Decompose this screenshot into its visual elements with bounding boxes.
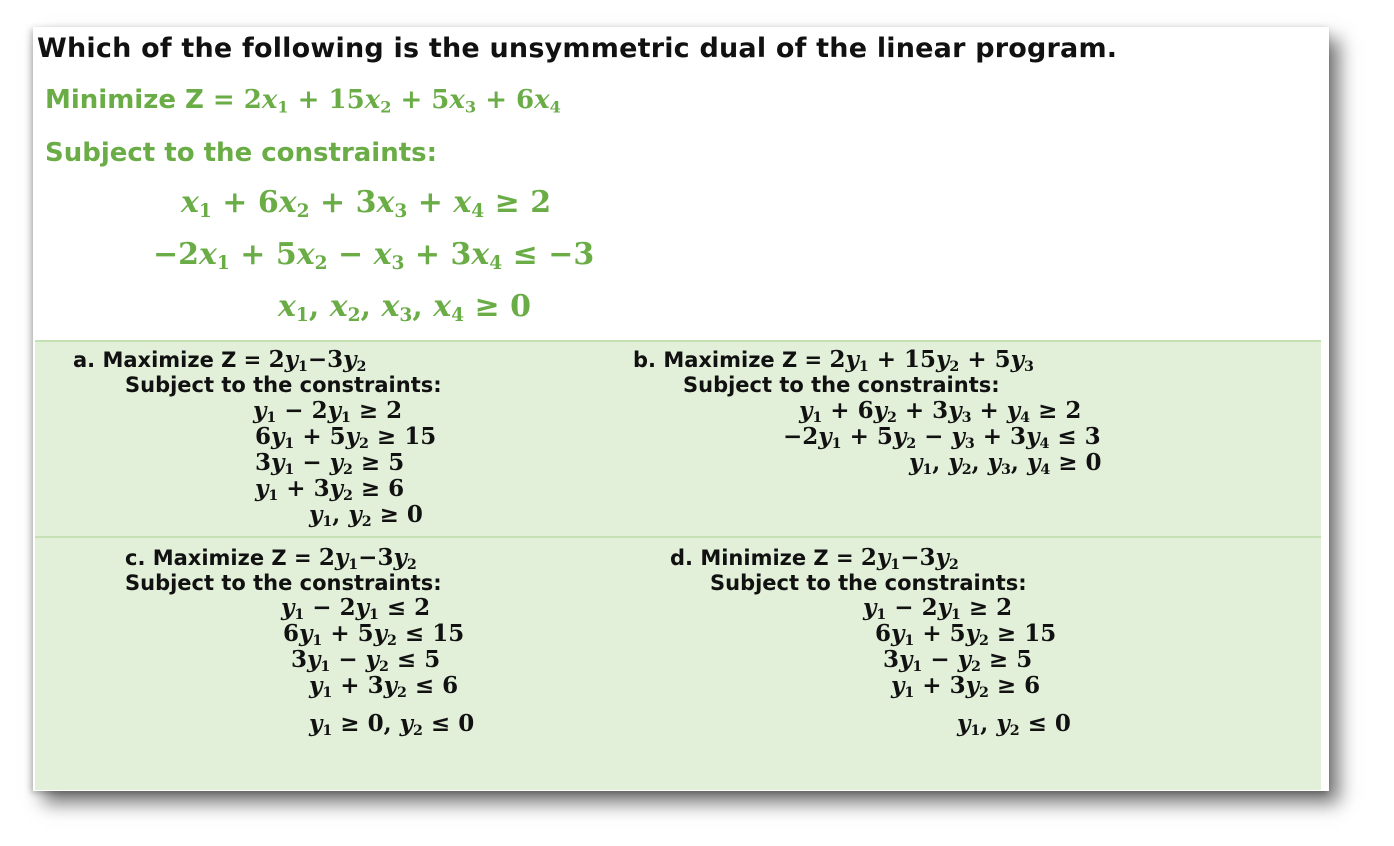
option-b-constraint-1: $y_1 + 6y_2 + 3y_3 + y_4 \ge 2$ xyxy=(799,397,1082,426)
constraints-label: Subject to the constraints: xyxy=(45,138,438,168)
nonnegativity-constraint: $x_1$, $x_2$, $x_3$, $x_4 \ge 0$ xyxy=(278,289,531,327)
option-a-heading: a. Maximize $Z = 2y_1-3y_2$ xyxy=(73,346,367,375)
option-d-heading: d. Minimize $Z = 2y_1-3y_2$ xyxy=(670,544,959,573)
option-d-sign-constraint: $y_1$, $y_2 \le 0$ xyxy=(957,710,1071,739)
option-c-constraint-1: $y_1 - 2y_1 \le 2$ xyxy=(281,594,431,623)
option-b-sign-constraint: $y_1$, $y_2$, $y_3$, $y_4 \ge 0$ xyxy=(909,449,1102,478)
objective-expression: $2x_1 + 15x_2 + 5x_3 + 6x_4$ xyxy=(243,85,561,117)
options-top-divider xyxy=(35,340,1321,342)
question-card xyxy=(33,27,1329,791)
options-middle-divider xyxy=(35,536,1321,538)
option-c-sign-constraint: $y_1 \ge 0$, $y_2 \le 0$ xyxy=(309,710,475,739)
objective-label: Minimize Z = xyxy=(45,85,244,115)
option-b-heading: b. Maximize $Z = 2y_1 + 15y_2 + 5y_3$ xyxy=(633,346,1034,375)
option-c-heading: c. Maximize $Z = 2y_1-3y_2$ xyxy=(125,544,417,573)
problem-objective xyxy=(45,85,561,115)
option-c-subject: Subject to the constraints: xyxy=(125,571,442,595)
option-a-constraint-4: $y_1 + 3y_2 \ge 6$ xyxy=(255,475,405,504)
option-d-constraint-3: $3y_1 - y_2 \ge 5$ xyxy=(883,646,1033,675)
constraint-2: $-2x_1 + 5x_2 - x_3 + 3x_4 \le -3$ xyxy=(153,237,595,275)
option-b-subject: Subject to the constraints: xyxy=(683,373,1000,397)
option-a-constraint-1: $y_1 - 2y_1 \ge 2$ xyxy=(253,397,403,426)
option-d-subject: Subject to the constraints: xyxy=(710,571,1027,595)
option-d-constraint-1: $y_1 - 2y_1 \ge 2$ xyxy=(863,594,1013,623)
option-b-constraint-2: $-2y_1 + 5y_2 - y_3 + 3y_4 \le 3$ xyxy=(783,423,1101,452)
option-a-sign-constraint: $y_1$, $y_2 \ge 0$ xyxy=(309,501,423,530)
option-d-constraint-4: $y_1 + 3y_2 \ge 6$ xyxy=(891,672,1041,701)
option-c-constraint-3: $3y_1 - y_2 \le 5$ xyxy=(291,646,441,675)
question-text: Which of the following is the unsymmetric dual of the linear program. xyxy=(37,33,1118,64)
answer-options xyxy=(35,340,1321,790)
option-a-constraint-3: $3y_1 - y_2 \ge 5$ xyxy=(255,449,405,478)
option-c-constraint-2: $6y_1 + 5y_2 \le 15$ xyxy=(283,620,465,649)
option-a-subject: Subject to the constraints: xyxy=(125,373,442,397)
constraint-1: $x_1 + 6x_2 + 3x_3 + x_4 \ge 2$ xyxy=(181,185,552,223)
option-c-constraint-4: $y_1 + 3y_2 \le 6$ xyxy=(309,672,459,701)
option-d-constraint-2: $6y_1 + 5y_2 \ge 15$ xyxy=(875,620,1057,649)
option-a-constraint-2: $6y_1 + 5y_2 \ge 15$ xyxy=(255,423,437,452)
